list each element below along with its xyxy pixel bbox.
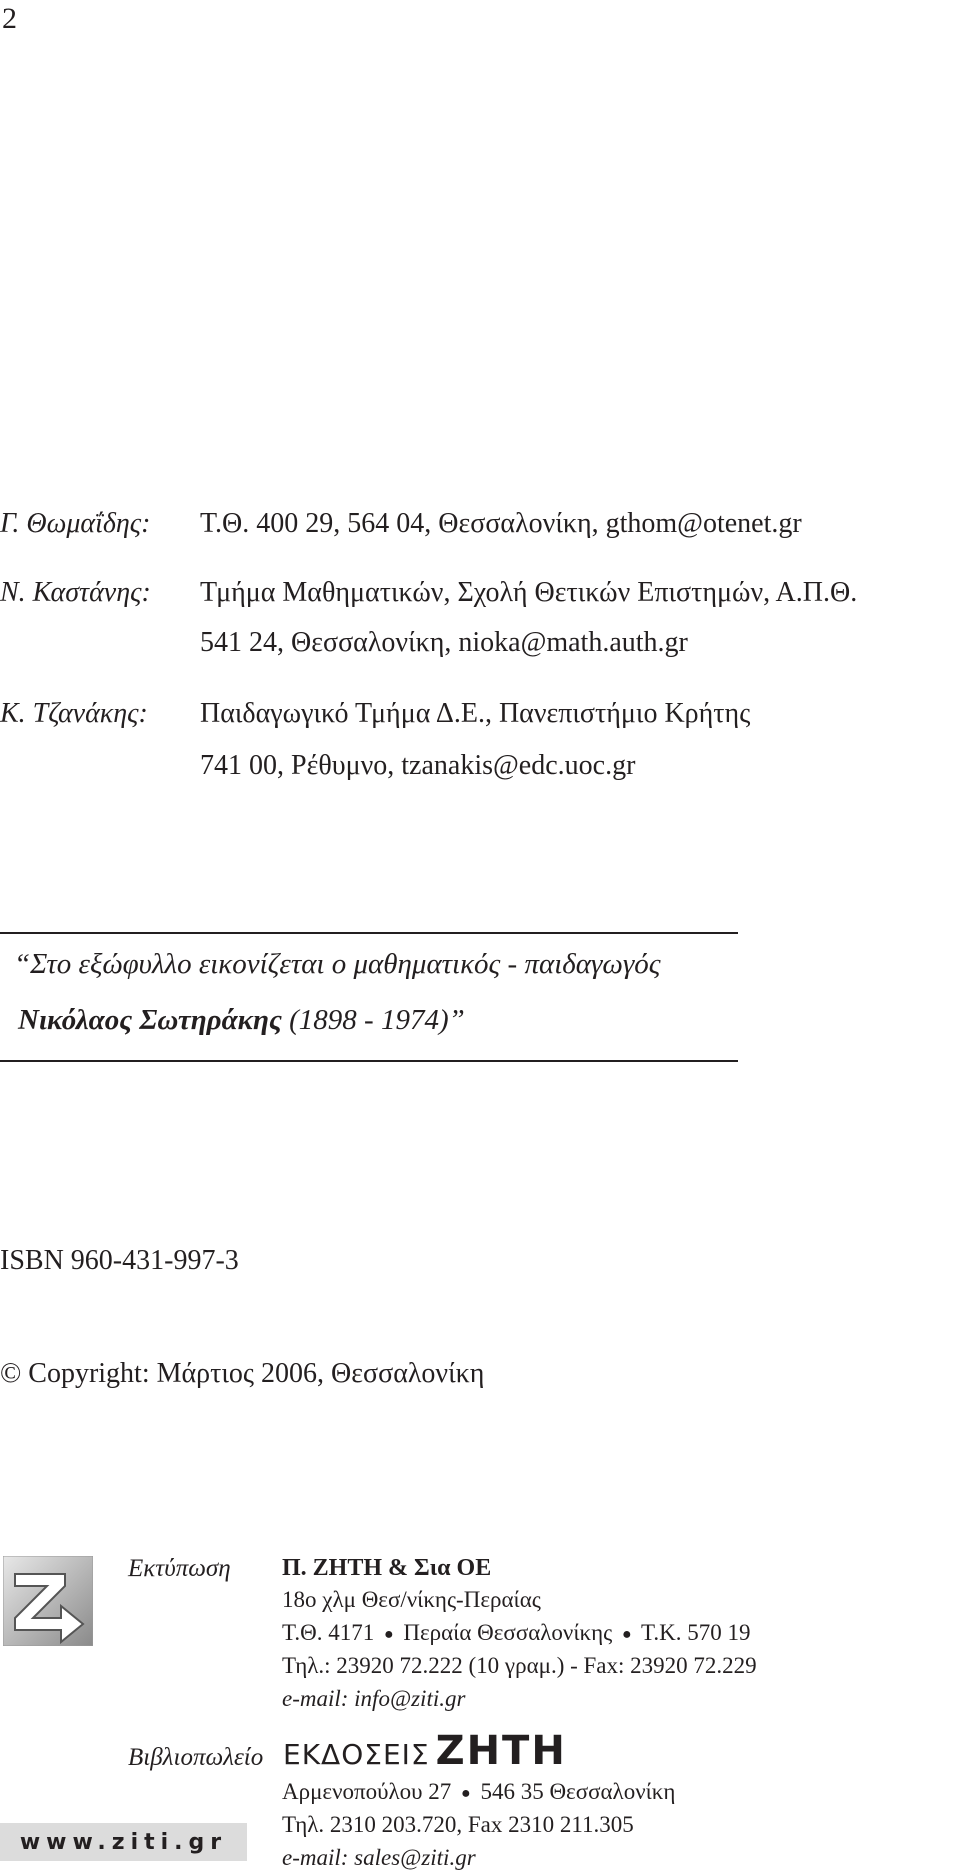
- bookstore-address: [282, 1779, 675, 1805]
- bookstore-city: 546 35 Θεσσαλονίκη: [480, 1779, 676, 1804]
- cover-note-line2: [18, 1004, 465, 1037]
- po-box: Τ.Θ. 4171: [282, 1620, 375, 1645]
- cover-note-text: Στο εξώφυλλο εικονίζεται ο μαθηματικός - παιδαγωγός: [30, 948, 661, 980]
- printer-address-1: 18ο χλμ Θεσ/νίκης-Περαίας: [282, 1587, 541, 1612]
- printer-address-2: [282, 1620, 750, 1646]
- bookstore-phone: Τηλ. 2310 203.720, Fax 2310 211.305: [282, 1812, 634, 1837]
- printer-phone: Τηλ.: 23920 72.222 (10 γραμ.) - Fax: 23920 72.229: [282, 1653, 757, 1678]
- rule-top: [0, 932, 738, 934]
- z-logo-icon: [3, 1556, 93, 1646]
- bookstore-label: Βιβλιοπωλείο: [128, 1744, 264, 1771]
- author-address-thomaidis: Τ.Θ. 400 29, 564 04, Θεσσαλονίκη, gthom@otenet.gr: [200, 508, 802, 539]
- printing-label: Εκτύπωση: [128, 1555, 231, 1582]
- author-name-kastanis: Ν. Καστάνης:: [0, 577, 151, 608]
- bullet-icon: ●: [383, 1625, 394, 1643]
- publisher-logo: [283, 1728, 567, 1774]
- rule-bottom: [0, 1060, 738, 1062]
- website-link[interactable]: www.ziti.gr: [0, 1823, 247, 1861]
- close-quote: ”: [448, 1004, 465, 1036]
- author-address-kastanis-2: 541 24, Θεσσαλονίκη, nioka@math.auth.gr: [200, 627, 688, 658]
- printer-town: Περαία Θεσσαλονίκης: [403, 1620, 613, 1645]
- cover-years: (1898 - 1974): [281, 1004, 449, 1036]
- bookstore-email[interactable]: e-mail: sales@ziti.gr: [282, 1845, 476, 1870]
- author-address-kastanis-1: Τμήμα Μαθηματικών, Σχολή Θετικών Επιστημών, Α.Π.Θ.: [200, 577, 858, 608]
- isbn: ISBN 960-431-997-3: [0, 1245, 239, 1276]
- author-name-tzanakis: Κ. Τζανάκης:: [0, 698, 148, 729]
- cover-note-line1: [14, 948, 661, 981]
- cover-person: Νικόλαος Σωτηράκης: [18, 1004, 282, 1036]
- bullet-icon: ●: [461, 1784, 471, 1802]
- postal-code: Τ.Κ. 570 19: [641, 1620, 751, 1645]
- author-address-tzanakis-2: 741 00, Ρέθυμνο, tzanakis@edc.uoc.gr: [200, 750, 636, 781]
- bookstore-street: Αρμενοπούλου 27: [282, 1779, 452, 1804]
- author-address-tzanakis-1: Παιδαγωγικό Τμήμα Δ.Ε., Πανεπιστήμιο Κρήτης: [200, 698, 751, 729]
- publisher-logo-name: ΖΗΤΗ: [435, 1728, 567, 1774]
- open-quote: “: [14, 948, 31, 980]
- author-name-thomaidis: Γ. Θωμαΐδης:: [0, 508, 151, 539]
- bullet-icon: ●: [622, 1625, 632, 1643]
- printer-title: Π. ΖΗΤΗ & Σια ΟΕ: [282, 1555, 492, 1581]
- page-number: 2: [2, 2, 17, 35]
- publisher-logo-prefix: ΕΚΔΟΣΕΙΣ: [283, 1738, 430, 1771]
- printer-email[interactable]: e-mail: info@ziti.gr: [282, 1686, 466, 1711]
- copyright: © Copyright: Μάρτιος 2006, Θεσσαλονίκη: [0, 1358, 485, 1389]
